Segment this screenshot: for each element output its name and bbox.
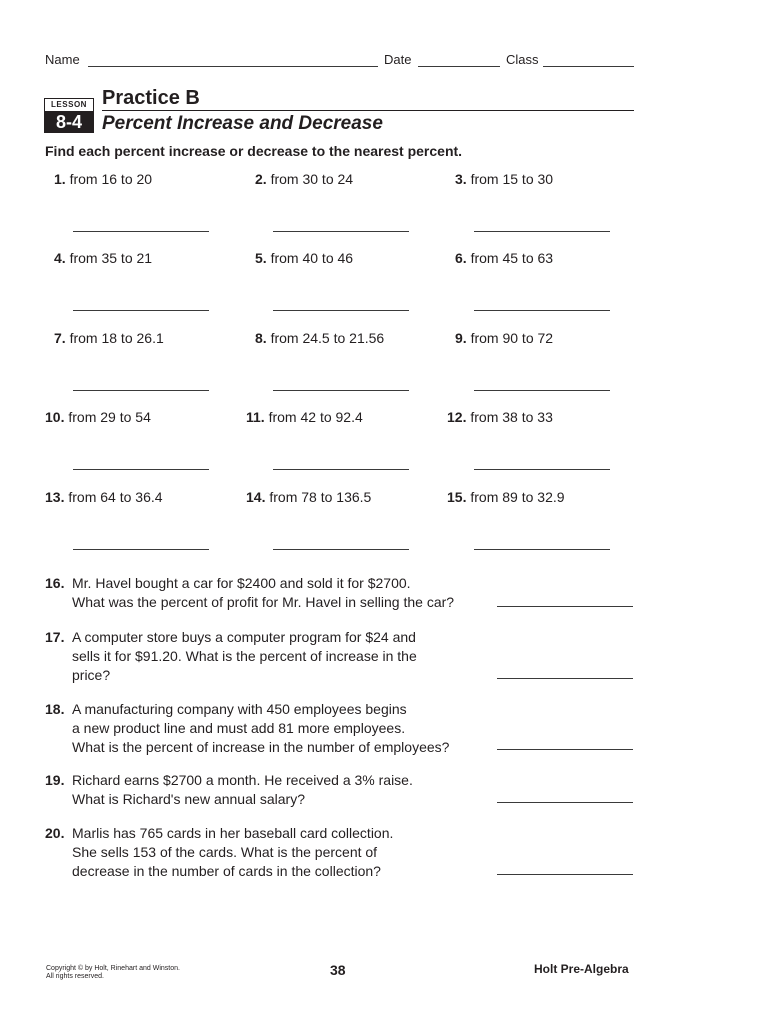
problem-item: 3. from 15 to 30 [455, 171, 554, 187]
problem-item: 5. from 40 to 46 [255, 250, 354, 266]
answer-line[interactable] [73, 390, 209, 391]
problem-item: 8. from 24.5 to 21.56 [255, 330, 385, 346]
word-problem: 20. Marlis has 765 cards in her baseball card collection. She sells 153 of the cards. What is the percent of decrease in the number of cards in the collection? [45, 825, 394, 879]
answer-line[interactable] [73, 310, 209, 311]
problem-item: 6. from 45 to 63 [455, 250, 554, 266]
instructions: Find each percent increase or decrease to the nearest percent. [45, 143, 463, 159]
answer-line[interactable] [474, 231, 610, 232]
answer-line[interactable] [474, 310, 610, 311]
answer-line[interactable] [73, 469, 209, 470]
answer-line[interactable] [497, 606, 633, 607]
lesson-number: 8-4 [44, 111, 94, 133]
problem-item: 13. from 64 to 36.4 [45, 489, 163, 505]
word-problem: 16. Mr. Havel bought a car for $2400 and sold it for $2700. What was the percent of profit for Mr. Havel in selling the car? [45, 575, 455, 610]
word-problem: 17. A computer store buys a computer program for $24 and sells it for $91.20. What is the percent of increase in the price? [45, 629, 417, 683]
answer-line[interactable] [497, 874, 633, 875]
class-label: Class [506, 52, 539, 67]
page-number: 38 [330, 962, 346, 978]
answer-line[interactable] [474, 549, 610, 550]
problem-item: 1. from 16 to 20 [54, 171, 153, 187]
problem-item: 9. from 90 to 72 [455, 330, 554, 346]
problem-item: 11. from 42 to 92.4 [246, 409, 363, 425]
lesson-label: LESSON [44, 98, 94, 112]
problem-item: 10. from 29 to 54 [45, 409, 151, 425]
date-field[interactable] [418, 66, 500, 67]
date-label: Date [384, 52, 412, 67]
answer-line[interactable] [273, 390, 409, 391]
problem-item: 14. from 78 to 136.5 [246, 489, 372, 505]
word-problem: 18. A manufacturing company with 450 employees begins a new product line and must add 81 more employees. What is the percent of increase in the number of employees? [45, 701, 450, 755]
class-field[interactable] [543, 66, 634, 67]
answer-line[interactable] [497, 802, 633, 803]
answer-line[interactable] [497, 749, 633, 750]
answer-line[interactable] [273, 310, 409, 311]
answer-line[interactable] [73, 231, 209, 232]
answer-line[interactable] [273, 469, 409, 470]
name-label: Name [45, 52, 80, 67]
answer-line[interactable] [474, 390, 610, 391]
page-subtitle: Percent Increase and Decrease [102, 113, 383, 134]
problem-item: 2. from 30 to 24 [255, 171, 354, 187]
word-problem: 19. Richard earns $2700 a month. He received a 3% raise. What is Richard's new annual salary? [45, 772, 413, 807]
copyright-notice: Copyright © by Holt, Rinehart and Winston. All rights reserved. [46, 965, 180, 980]
page-title: Practice B [102, 87, 200, 109]
answer-line[interactable] [273, 231, 409, 232]
problem-item: 7. from 18 to 26.1 [54, 330, 164, 346]
problem-item: 12. from 38 to 33 [447, 409, 553, 425]
problem-item: 15. from 89 to 32.9 [447, 489, 565, 505]
title-divider [102, 110, 634, 111]
answer-line[interactable] [497, 678, 633, 679]
problem-item: 4. from 35 to 21 [54, 250, 153, 266]
answer-line[interactable] [474, 469, 610, 470]
answer-line[interactable] [273, 549, 409, 550]
book-title: Holt Pre-Algebra [534, 962, 629, 976]
answer-line[interactable] [73, 549, 209, 550]
name-field[interactable] [88, 66, 378, 67]
